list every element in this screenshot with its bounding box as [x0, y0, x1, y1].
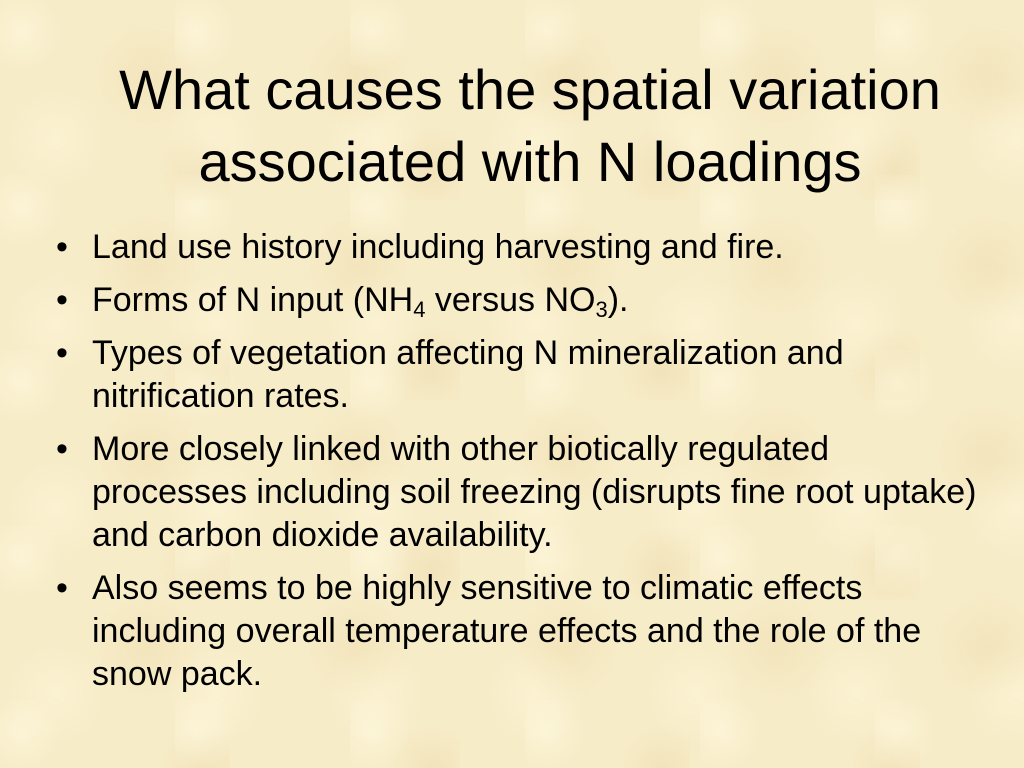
bullet-item — [56, 428, 986, 557]
bullet-text-suffix: ). — [607, 281, 629, 319]
bullet-marker: • — [56, 281, 68, 319]
bullet-item — [56, 332, 986, 418]
bullet-text: Types of vegetation affecting N mineralization and nitrification rates. — [92, 334, 844, 415]
bullet-text: More closely linked with other biotically regulated processes including soil freezing (disrupts fine root uptake) and carbon dioxide availability. — [92, 430, 977, 554]
title-line-2: associated with N loadings — [198, 130, 862, 193]
subscript-3: 3 — [595, 297, 608, 322]
bullet-marker: • — [56, 334, 68, 372]
bullet-item — [56, 567, 986, 696]
title-line-1: What causes the spatial variation — [119, 58, 941, 121]
bullet-marker: • — [56, 228, 68, 266]
bullet-item — [56, 279, 986, 322]
subscript-4: 4 — [413, 297, 426, 322]
bullet-text: Also seems to be highly sensitive to climatic effects including overall temperature effects and the role of the snow pack. — [92, 569, 922, 693]
slide-title — [40, 54, 1020, 198]
bullet-item — [56, 226, 986, 269]
bullet-text — [92, 281, 629, 322]
bullet-list — [56, 226, 986, 706]
bullet-marker: • — [56, 569, 68, 607]
bullet-marker: • — [56, 430, 68, 468]
bullet-text-prefix: Forms of N input (NH — [92, 281, 414, 319]
bullet-text-middle: versus NO — [425, 281, 596, 319]
bullet-text: Land use history including harvesting and fire. — [92, 228, 784, 266]
